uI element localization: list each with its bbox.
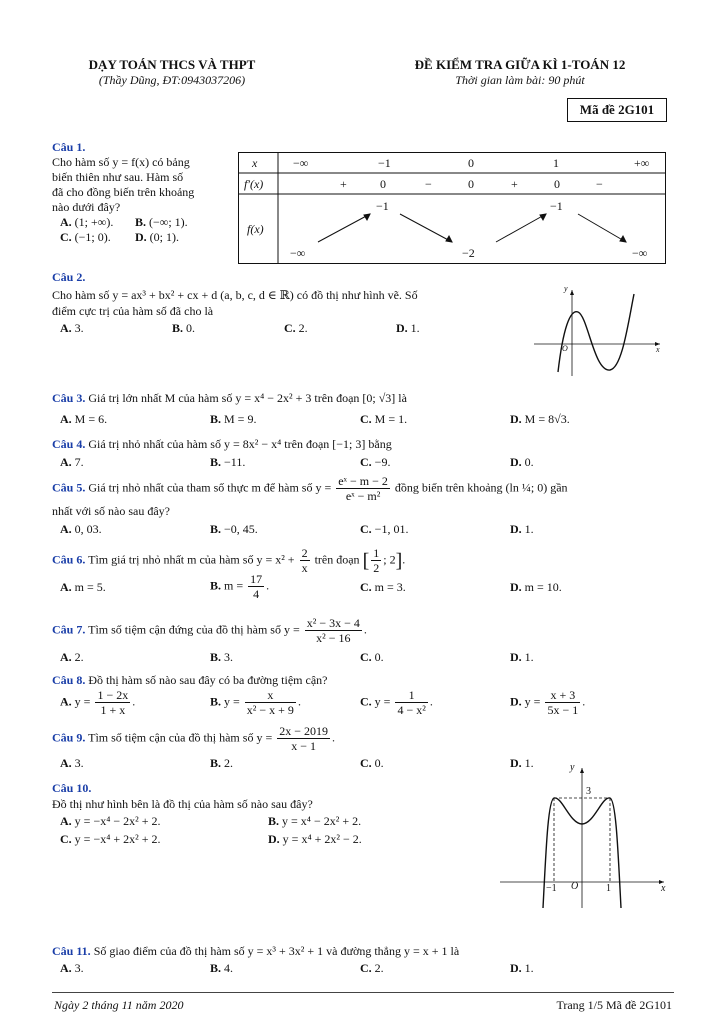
table-x-3: 1 (553, 156, 559, 170)
exam-code: Mã đề 2G101 (567, 98, 667, 122)
exam-title: ĐỀ KIỂM TRA GIỮA KÌ 1-TOÁN 12 (414, 57, 626, 72)
q2-option-b[interactable]: B. 0. (172, 321, 196, 335)
q3-option-c[interactable]: C. M = 1. (360, 412, 408, 426)
q5-option-a[interactable]: A. 0, 03. (60, 522, 102, 536)
q9-option-d[interactable]: D. 1. (510, 756, 534, 770)
q5-option-c[interactable]: C. −1, 01. (360, 522, 409, 536)
q8-option-b[interactable]: B. y = $\frac{x}{\text{x² − x + 9}}$ . (210, 688, 301, 718)
table-fp-5: 0 (554, 177, 560, 191)
q11-option-a[interactable]: A. 3. (60, 961, 84, 975)
q6-option-b[interactable]: B. m = $\frac{17}{4}$ . (210, 572, 270, 602)
q10-graph-1: 1 (606, 883, 611, 894)
footer-divider (52, 992, 674, 993)
q4-option-c[interactable]: C. −9. (360, 455, 391, 469)
q10-graph (498, 760, 670, 910)
table-x-label: x (252, 156, 258, 170)
q2-option-d[interactable]: D. 1. (396, 321, 420, 335)
footer-date: Ngày 2 tháng 11 năm 2020 (54, 998, 184, 1012)
q2-text-2: điểm cực trị của hàm số đã cho là (52, 304, 214, 318)
q10-option-b[interactable]: B. y = x⁴ − 2x² + 2. (268, 814, 362, 828)
table-fp-3: 0 (468, 177, 474, 191)
q5-option-b[interactable]: B. −0, 45. (210, 522, 258, 536)
table-f-right: −∞ (632, 246, 648, 260)
table-fp-label: f′(x) (244, 177, 264, 191)
q8-option-a[interactable]: A. y = $\frac{1 - 2x}{1 + x}$ . (60, 688, 136, 718)
q3-option-b[interactable]: B. M = 9. (210, 412, 257, 426)
q1-option-a[interactable]: A. (1; +∞). (60, 215, 114, 229)
q10-graph-x: x (661, 883, 666, 894)
q8-stem: Câu 8. Đồ thị hàm số nào sau đây có ba đường tiệm cận? (52, 673, 328, 687)
q9-option-c[interactable]: C. 0. (360, 756, 384, 770)
q4-stem: Câu 4. Giá trị nhỏ nhất của hàm số y = 8x² − x⁴ trên đoạn [−1; 3] bằng (52, 437, 392, 451)
school-name: DẠY TOÁN THCS VÀ THPT (88, 57, 256, 72)
table-f-left: −∞ (290, 246, 306, 260)
q5-text-2: nhất với số nào sau đây? (52, 504, 170, 518)
q7-option-c[interactable]: C. 0. (360, 650, 384, 664)
q2-text-1: Cho hàm số y = ax³ + bx² + cx + d (a, b, c, d ∈ ℝ) có đồ thị như hình vẽ. Số (52, 288, 418, 302)
q11-stem: Câu 11. Số giao điểm của đồ thị hàm số y = x³ + 3x² + 1 và đường thẳng y = x + 1 là (52, 944, 460, 958)
q9-option-a[interactable]: A. 3. (60, 756, 84, 770)
q9-option-b[interactable]: B. 2. (210, 756, 234, 770)
q9-stem: Câu 9. Tìm số tiệm cận của đồ thị hàm số y = $\frac{2x - 2019}{x - 1}$ . (52, 724, 335, 754)
q1-option-d[interactable]: D. (0; 1). (135, 230, 179, 244)
q10-option-a[interactable]: A. y = −x⁴ − 2x² + 2. (60, 814, 161, 828)
q2-graph-x: x (656, 345, 660, 354)
q6-option-d[interactable]: D. m = 10. (510, 580, 562, 594)
table-x-0: −∞ (293, 156, 309, 170)
q6-option-c[interactable]: C. m = 3. (360, 580, 406, 594)
q5-stem: Câu 5. Giá trị nhỏ nhất của tham số thực m để hàm số y = $\frac{\text{eˣ − m − 2}}{\text{eˣ − m²}}$ đồng biến trên khoảng (ln ¼; 0) gần (52, 474, 568, 504)
q1-label: Câu 1. (52, 140, 86, 154)
q2-option-a[interactable]: A. 3. (60, 321, 84, 335)
q2-label: Câu 2. (52, 270, 86, 284)
q3-option-d[interactable]: D. M = 8√3. (510, 412, 570, 426)
q7-stem: Câu 7. Tìm số tiệm cận đứng của đồ thị hàm số y = $\frac{\text{x² − 3x − 4}}{\text{x² − 16}}$ . (52, 616, 367, 646)
q4-option-d[interactable]: D. 0. (510, 455, 534, 469)
table-f-max2: −1 (550, 199, 563, 213)
q11-option-d[interactable]: D. 1. (510, 961, 534, 975)
q1-text-2: biến thiên như sau. Hàm số (52, 170, 184, 184)
q10-graph-o: O (571, 881, 579, 892)
q2-option-c[interactable]: C. 2. (284, 321, 308, 335)
q3-stem: Câu 3. Giá trị lớn nhất M của hàm số y = x⁴ − 2x² + 3 trên đoạn [0; √3] là (52, 391, 407, 405)
q5-fraction: $\frac{\text{eˣ − m − 2}}{\text{eˣ − m²}}$ (338, 474, 388, 504)
q10-text: Đồ thị như hình bên là đồ thị của hàm số nào sau đây? (52, 797, 313, 811)
q6-option-a[interactable]: A. m = 5. (60, 580, 106, 594)
q11-option-c[interactable]: C. 2. (360, 961, 384, 975)
q5-option-d[interactable]: D. 1. (510, 522, 534, 536)
q10-graph-3: 3 (586, 786, 591, 797)
q2-graph-y: y (564, 284, 568, 293)
q1-option-b[interactable]: B. (−∞; 1). (135, 215, 188, 229)
q1-text-3: đã cho đồng biến trên khoảng (52, 185, 195, 199)
table-fp-1: 0 (380, 177, 386, 191)
footer-page: Trang 1/5 Mã đề 2G101 (556, 998, 672, 1012)
table-f-label: f(x) (247, 222, 264, 236)
teacher-info: (Thầy Dũng, ĐT:0943037206) (98, 72, 246, 87)
q11-option-b[interactable]: B. 4. (210, 961, 234, 975)
q7-option-d[interactable]: D. 1. (510, 650, 534, 664)
table-x-4: +∞ (634, 156, 650, 170)
table-fp-6: − (596, 177, 603, 191)
q10-label: Câu 10. (52, 781, 92, 795)
exam-time: Thời gian làm bài: 90 phút (455, 72, 585, 87)
variation-table (238, 152, 666, 264)
q6-stem: Câu 6. Tìm giá trị nhỏ nhất m của hàm số y = x² + $\frac{2}{x}$ trên đoạn [ $\frac{1}{2}$ ; 2]. (52, 546, 406, 576)
table-fp-4: + (511, 177, 518, 191)
table-fp-0: + (340, 177, 347, 191)
header-right (370, 57, 670, 87)
q2-graph-o: O (562, 344, 568, 353)
q4-option-a[interactable]: A. 7. (60, 455, 84, 469)
q7-option-a[interactable]: A. 2. (60, 650, 84, 664)
q2-graph (530, 284, 665, 379)
q10-option-d[interactable]: D. y = x⁴ + 2x² − 2. (268, 832, 362, 846)
q8-option-d[interactable]: D. y = $\frac{x + 3}{5x - 1}$ . (510, 688, 586, 718)
q8-option-c[interactable]: C. y = $\frac{1}{\text{4 − x²}}$ . (360, 688, 433, 718)
q10-option-c[interactable]: C. y = −x⁴ + 2x² + 2. (60, 832, 161, 846)
q1-option-c[interactable]: C. (−1; 0). (60, 230, 111, 244)
q1-text-4: nào dưới đây? (52, 200, 121, 214)
q7-option-b[interactable]: B. 3. (210, 650, 234, 664)
table-f-max1: −1 (376, 199, 389, 213)
header-left (52, 57, 292, 87)
q10-graph-y: y (570, 762, 575, 773)
table-fp-2: − (425, 177, 432, 191)
table-f-min: −2 (462, 246, 475, 260)
table-x-1: −1 (378, 156, 391, 170)
q10-graph-neg1: −1 (546, 883, 557, 894)
table-x-2: 0 (468, 156, 474, 170)
q4-option-b[interactable]: B. −11. (210, 455, 246, 469)
q3-option-a[interactable]: A. M = 6. (60, 412, 108, 426)
q1-text-1: Cho hàm số y = f(x) có bảng (52, 155, 190, 169)
